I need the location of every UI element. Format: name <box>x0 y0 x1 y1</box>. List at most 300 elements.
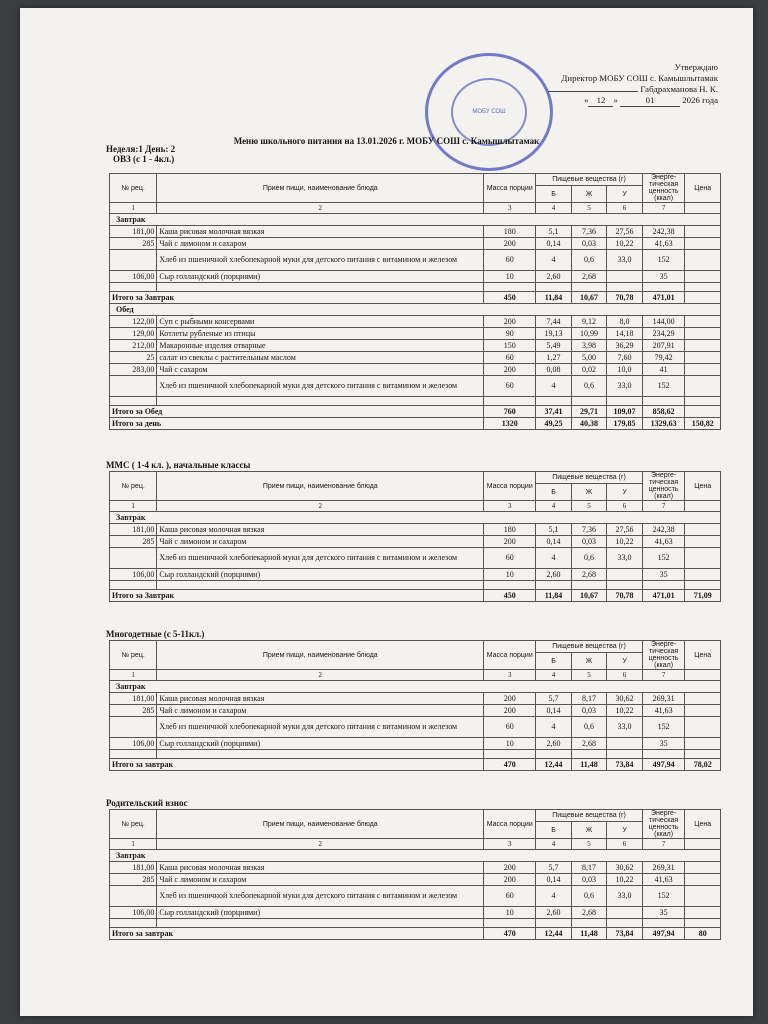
carbs: 10,22 <box>607 705 643 717</box>
energy: 35 <box>642 907 685 919</box>
dish-row <box>110 226 721 238</box>
col-name-header: Прием пищи, наименование блюда <box>157 174 484 203</box>
protein: 4 <box>536 886 572 907</box>
carbs: 10,22 <box>607 536 643 548</box>
day-total-protein: 49,25 <box>536 418 572 430</box>
price <box>685 238 721 250</box>
dish-row <box>110 738 721 750</box>
total-label: Итого за завтрак <box>110 759 484 771</box>
column-number: 3 <box>484 203 536 214</box>
energy: 41,63 <box>642 705 685 717</box>
day-total-carbs: 179,85 <box>607 418 643 430</box>
empty-cell <box>536 750 572 759</box>
col-energy-header: Энерге-тическая ценность (ккал) <box>642 174 685 203</box>
protein: 0,14 <box>536 874 572 886</box>
portion-mass: 10 <box>484 271 536 283</box>
section-label: Многодетные (с 5-11кл.) <box>106 629 205 639</box>
dish-name: Каша рисовая молочная вязкая <box>157 524 484 536</box>
energy: 41,63 <box>642 238 685 250</box>
column-number-empty <box>685 670 721 681</box>
fat: 2,68 <box>571 569 607 581</box>
empty-cell <box>110 750 157 759</box>
meal-name: Завтрак <box>110 850 721 862</box>
column-number-empty <box>685 839 721 850</box>
dish-row <box>110 340 721 352</box>
empty-cell <box>536 919 572 928</box>
energy: 41,63 <box>642 536 685 548</box>
meal-name: Завтрак <box>110 681 721 693</box>
price <box>685 874 721 886</box>
menu-table <box>109 471 721 602</box>
column-number-empty <box>685 501 721 512</box>
total-price <box>685 292 721 304</box>
dish-name: Чай с лимоном и сахаром <box>157 705 484 717</box>
recipe-number: 106,00 <box>110 907 157 919</box>
spacer-row <box>110 283 721 292</box>
total-row <box>110 406 721 418</box>
dish-name: Котлеты рубленые из птицы <box>157 328 484 340</box>
dish-row <box>110 376 721 397</box>
meal-name: Завтрак <box>110 512 721 524</box>
column-number: 7 <box>642 501 685 512</box>
dish-name: Каша рисовая молочная вязкая <box>157 862 484 874</box>
header-row <box>110 174 721 186</box>
column-number: 2 <box>157 670 484 681</box>
portion-mass: 200 <box>484 316 536 328</box>
recipe-number: 181,00 <box>110 524 157 536</box>
col-num-header: № рец. <box>110 641 157 670</box>
column-number-row <box>110 839 721 850</box>
energy: 35 <box>642 271 685 283</box>
fat: 10,99 <box>571 328 607 340</box>
fat: 0,02 <box>571 364 607 376</box>
dish-name: Сыр голландский (порциями) <box>157 271 484 283</box>
header-row <box>110 472 721 484</box>
total-energy: 497,94 <box>642 928 685 940</box>
price <box>685 693 721 705</box>
menu-table <box>109 640 721 771</box>
dish-name: Хлеб из пшеничной хлебопекарной муки для детского питания с витамином и железом <box>157 717 484 738</box>
meal-header-row <box>110 850 721 862</box>
spacer-row <box>110 581 721 590</box>
spacer-row <box>110 750 721 759</box>
seal-center: МОБУ СОШ <box>451 78 527 146</box>
column-number: 1 <box>110 670 157 681</box>
total-fat: 11,48 <box>571 928 607 940</box>
menu-table <box>109 809 721 940</box>
energy: 152 <box>642 250 685 271</box>
total-fat: 29,71 <box>571 406 607 418</box>
price <box>685 907 721 919</box>
official-seal <box>425 53 553 171</box>
col-nutrients-header: Пищевые вещества (г) <box>536 472 643 484</box>
recipe-number: 285 <box>110 874 157 886</box>
recipe-number: 285 <box>110 536 157 548</box>
total-fat: 10,67 <box>571 590 607 602</box>
col-mass-header: Масса порции <box>484 810 536 839</box>
total-label: Итого за Завтрак <box>110 292 484 304</box>
energy: 152 <box>642 376 685 397</box>
col-energy-header: Энерге-тическая ценность (ккал) <box>642 472 685 501</box>
recipe-number <box>110 250 157 271</box>
carbs <box>607 569 643 581</box>
dish-row <box>110 316 721 328</box>
portion-mass: 90 <box>484 328 536 340</box>
dish-row <box>110 250 721 271</box>
recipe-number: 129,00 <box>110 328 157 340</box>
portion-mass: 60 <box>484 352 536 364</box>
fat: 2,68 <box>571 738 607 750</box>
energy: 269,31 <box>642 693 685 705</box>
portion-mass: 10 <box>484 738 536 750</box>
menu-table <box>109 173 721 430</box>
price <box>685 250 721 271</box>
energy: 207,91 <box>642 340 685 352</box>
meal-name: Завтрак <box>110 214 721 226</box>
recipe-number: 283,00 <box>110 364 157 376</box>
protein: 4 <box>536 250 572 271</box>
col-zh-header: Ж <box>571 186 607 203</box>
recipe-number: 285 <box>110 705 157 717</box>
empty-cell <box>536 397 572 406</box>
recipe-number: 212,00 <box>110 340 157 352</box>
document-page <box>20 8 753 1016</box>
dish-name: Чай с лимоном и сахаром <box>157 874 484 886</box>
header-row <box>110 810 721 822</box>
empty-cell <box>157 581 484 590</box>
carbs <box>607 271 643 283</box>
carbs: 33,0 <box>607 717 643 738</box>
meal-header-row <box>110 214 721 226</box>
empty-cell <box>536 283 572 292</box>
fat: 0,03 <box>571 705 607 717</box>
price <box>685 536 721 548</box>
col-name-header: Прием пищи, наименование блюда <box>157 810 484 839</box>
empty-cell <box>642 750 685 759</box>
carbs: 27,56 <box>607 226 643 238</box>
price <box>685 862 721 874</box>
protein: 1,27 <box>536 352 572 364</box>
col-price-header: Цена <box>685 472 721 501</box>
column-number: 3 <box>484 670 536 681</box>
dish-name: Хлеб из пшеничной хлебопекарной муки для детского питания с витамином и железом <box>157 250 484 271</box>
price <box>685 226 721 238</box>
dish-row <box>110 536 721 548</box>
fat: 0,6 <box>571 376 607 397</box>
dish-name: Сыр голландский (порциями) <box>157 569 484 581</box>
carbs: 33,0 <box>607 548 643 569</box>
col-price-header: Цена <box>685 641 721 670</box>
column-number: 1 <box>110 203 157 214</box>
total-price: 80 <box>685 928 721 940</box>
column-number: 1 <box>110 839 157 850</box>
carbs: 27,56 <box>607 524 643 536</box>
col-nutrients-header: Пищевые вещества (г) <box>536 174 643 186</box>
recipe-number: 106,00 <box>110 569 157 581</box>
dish-name: Суп с рыбными консервами <box>157 316 484 328</box>
price <box>685 271 721 283</box>
portion-mass: 200 <box>484 862 536 874</box>
column-number: 5 <box>571 839 607 850</box>
col-num-header: № рец. <box>110 472 157 501</box>
col-mass-header: Масса порции <box>484 641 536 670</box>
protein: 19,13 <box>536 328 572 340</box>
column-number: 6 <box>607 501 643 512</box>
column-number: 1 <box>110 501 157 512</box>
fat: 8,17 <box>571 862 607 874</box>
col-energy-header: Энерге-тическая ценность (ккал) <box>642 810 685 839</box>
col-zh-header: Ж <box>571 484 607 501</box>
dish-name: Чай с сахаром <box>157 364 484 376</box>
recipe-number: 122,00 <box>110 316 157 328</box>
total-price <box>685 406 721 418</box>
energy: 35 <box>642 569 685 581</box>
dish-name: Каша рисовая молочная вязкая <box>157 693 484 705</box>
empty-cell <box>110 581 157 590</box>
column-number: 5 <box>571 670 607 681</box>
total-protein: 37,41 <box>536 406 572 418</box>
portion-mass: 60 <box>484 548 536 569</box>
portion-mass: 200 <box>484 364 536 376</box>
fat: 0,03 <box>571 238 607 250</box>
dish-row <box>110 705 721 717</box>
energy: 242,38 <box>642 524 685 536</box>
portion-mass: 200 <box>484 705 536 717</box>
total-protein: 12,44 <box>536 759 572 771</box>
empty-cell <box>685 750 721 759</box>
week-day-label: Неделя:1 День: 2 <box>106 144 176 154</box>
empty-cell <box>607 919 643 928</box>
price <box>685 328 721 340</box>
fat: 0,6 <box>571 886 607 907</box>
column-number: 7 <box>642 839 685 850</box>
protein: 4 <box>536 548 572 569</box>
empty-cell <box>157 283 484 292</box>
carbs: 36,29 <box>607 340 643 352</box>
meal-name: Обед <box>110 304 721 316</box>
total-energy: 471,01 <box>642 590 685 602</box>
recipe-number: 285 <box>110 238 157 250</box>
recipe-number: 181,00 <box>110 226 157 238</box>
empty-cell <box>642 581 685 590</box>
column-number: 4 <box>536 203 572 214</box>
column-number: 3 <box>484 501 536 512</box>
empty-cell <box>484 919 536 928</box>
fat: 0,6 <box>571 548 607 569</box>
carbs: 10,22 <box>607 874 643 886</box>
empty-cell <box>110 283 157 292</box>
total-mass: 450 <box>484 590 536 602</box>
fat: 8,17 <box>571 693 607 705</box>
portion-mass: 60 <box>484 886 536 907</box>
meal-header-row <box>110 304 721 316</box>
col-u-header: У <box>607 484 643 501</box>
fat: 0,6 <box>571 250 607 271</box>
day-total-energy: 1329,63 <box>642 418 685 430</box>
dish-row <box>110 569 721 581</box>
empty-cell <box>484 750 536 759</box>
empty-cell <box>571 283 607 292</box>
column-number: 5 <box>571 501 607 512</box>
dish-name: салат из свеклы с растительным маслом <box>157 352 484 364</box>
fat: 7,36 <box>571 524 607 536</box>
dish-name: Хлеб из пшеничной хлебопекарной муки для детского питания с витамином и железом <box>157 376 484 397</box>
protein: 2,60 <box>536 271 572 283</box>
col-nutrients-header: Пищевые вещества (г) <box>536 641 643 653</box>
total-label: Итого за Завтрак <box>110 590 484 602</box>
protein: 0,08 <box>536 364 572 376</box>
column-number: 7 <box>642 670 685 681</box>
column-number: 6 <box>607 670 643 681</box>
energy: 41 <box>642 364 685 376</box>
total-carbs: 70,78 <box>607 292 643 304</box>
energy: 79,42 <box>642 352 685 364</box>
total-label: Итого за завтрак <box>110 928 484 940</box>
col-u-header: У <box>607 653 643 670</box>
fat: 0,03 <box>571 536 607 548</box>
empty-cell <box>484 581 536 590</box>
fat: 9,12 <box>571 316 607 328</box>
empty-cell <box>571 397 607 406</box>
empty-cell <box>685 919 721 928</box>
dish-row <box>110 862 721 874</box>
column-number: 6 <box>607 203 643 214</box>
day-total-mass: 1320 <box>484 418 536 430</box>
page-title: Меню школьного питания на 13.01.2026 г. МОБУ СОШ с. Камышлытамак <box>233 136 540 146</box>
column-number: 4 <box>536 501 572 512</box>
dish-row <box>110 352 721 364</box>
spacer-row <box>110 919 721 928</box>
total-price: 78,02 <box>685 759 721 771</box>
energy: 152 <box>642 886 685 907</box>
protein: 0,14 <box>536 536 572 548</box>
energy: 35 <box>642 738 685 750</box>
empty-cell <box>484 283 536 292</box>
col-nutrients-header: Пищевые вещества (г) <box>536 810 643 822</box>
dish-row <box>110 364 721 376</box>
recipe-number <box>110 548 157 569</box>
total-carbs: 73,84 <box>607 928 643 940</box>
dish-name: Чай с лимоном и сахаром <box>157 536 484 548</box>
column-number-row <box>110 670 721 681</box>
energy: 152 <box>642 548 685 569</box>
col-name-header: Прием пищи, наименование блюда <box>157 641 484 670</box>
total-label: Итого за Обед <box>110 406 484 418</box>
fat: 0,6 <box>571 717 607 738</box>
fat: 2,68 <box>571 907 607 919</box>
protein: 5,49 <box>536 340 572 352</box>
day-total-fat: 40,38 <box>571 418 607 430</box>
empty-cell <box>110 919 157 928</box>
portion-mass: 200 <box>484 693 536 705</box>
protein: 0,14 <box>536 238 572 250</box>
approval-date-day: 12 <box>588 95 613 107</box>
column-number: 5 <box>571 203 607 214</box>
day-total-row <box>110 418 721 430</box>
total-carbs: 73,84 <box>607 759 643 771</box>
col-name-header: Прием пищи, наименование блюда <box>157 472 484 501</box>
carbs <box>607 907 643 919</box>
energy: 269,31 <box>642 862 685 874</box>
section-label: Родительский взнос <box>106 798 188 808</box>
price <box>685 352 721 364</box>
total-energy: 497,94 <box>642 759 685 771</box>
protein: 2,60 <box>536 738 572 750</box>
protein: 5,7 <box>536 693 572 705</box>
total-row <box>110 292 721 304</box>
total-protein: 11,84 <box>536 590 572 602</box>
approval-date-month: 01 <box>620 95 680 107</box>
approval-block: Утверждаю Директор МОБУ СОШ с. Камышлытамак Габдрахманова Н. К. « 12 » 01 2026 года <box>548 62 718 107</box>
recipe-number <box>110 717 157 738</box>
col-num-header: № рец. <box>110 810 157 839</box>
carbs: 10,0 <box>607 364 643 376</box>
approval-signatory: Габдрахманова Н. К. <box>640 84 718 94</box>
col-b-header: Б <box>536 186 572 203</box>
price <box>685 548 721 569</box>
empty-cell <box>685 283 721 292</box>
recipe-number: 181,00 <box>110 862 157 874</box>
portion-mass: 10 <box>484 907 536 919</box>
portion-mass: 180 <box>484 226 536 238</box>
col-zh-header: Ж <box>571 822 607 839</box>
total-fat: 10,67 <box>571 292 607 304</box>
fat: 2,68 <box>571 271 607 283</box>
total-mass: 470 <box>484 928 536 940</box>
column-number: 4 <box>536 670 572 681</box>
total-energy: 858,62 <box>642 406 685 418</box>
carbs: 10,22 <box>607 238 643 250</box>
dish-row <box>110 907 721 919</box>
section-label: ОВЗ (с 1 - 4кл.) <box>113 154 175 164</box>
recipe-number: 106,00 <box>110 271 157 283</box>
column-number: 4 <box>536 839 572 850</box>
protein: 0,14 <box>536 705 572 717</box>
header-row <box>110 641 721 653</box>
dish-name: Сыр голландский (порциями) <box>157 738 484 750</box>
total-price: 71,09 <box>685 590 721 602</box>
dish-row <box>110 548 721 569</box>
total-carbs: 70,78 <box>607 590 643 602</box>
col-energy-header: Энерге-тическая ценность (ккал) <box>642 641 685 670</box>
price <box>685 738 721 750</box>
energy: 41,63 <box>642 874 685 886</box>
carbs <box>607 738 643 750</box>
col-b-header: Б <box>536 822 572 839</box>
price <box>685 340 721 352</box>
price <box>685 524 721 536</box>
empty-cell <box>685 581 721 590</box>
empty-cell <box>157 750 484 759</box>
meal-header-row <box>110 512 721 524</box>
carbs: 30,62 <box>607 693 643 705</box>
carbs: 33,0 <box>607 886 643 907</box>
dish-name: Хлеб из пшеничной хлебопекарной муки для детского питания с витамином и железом <box>157 548 484 569</box>
dish-name: Макаронные изделия отварные <box>157 340 484 352</box>
portion-mass: 10 <box>484 569 536 581</box>
approval-date-year: 2026 года <box>682 95 718 105</box>
approval-title: Утверждаю <box>674 62 718 72</box>
fat: 3,98 <box>571 340 607 352</box>
carbs: 14,18 <box>607 328 643 340</box>
dish-row <box>110 328 721 340</box>
empty-cell <box>157 397 484 406</box>
empty-cell <box>642 283 685 292</box>
total-mass: 450 <box>484 292 536 304</box>
column-number-row <box>110 203 721 214</box>
total-mass: 470 <box>484 759 536 771</box>
dish-name: Каша рисовая молочная вязкая <box>157 226 484 238</box>
